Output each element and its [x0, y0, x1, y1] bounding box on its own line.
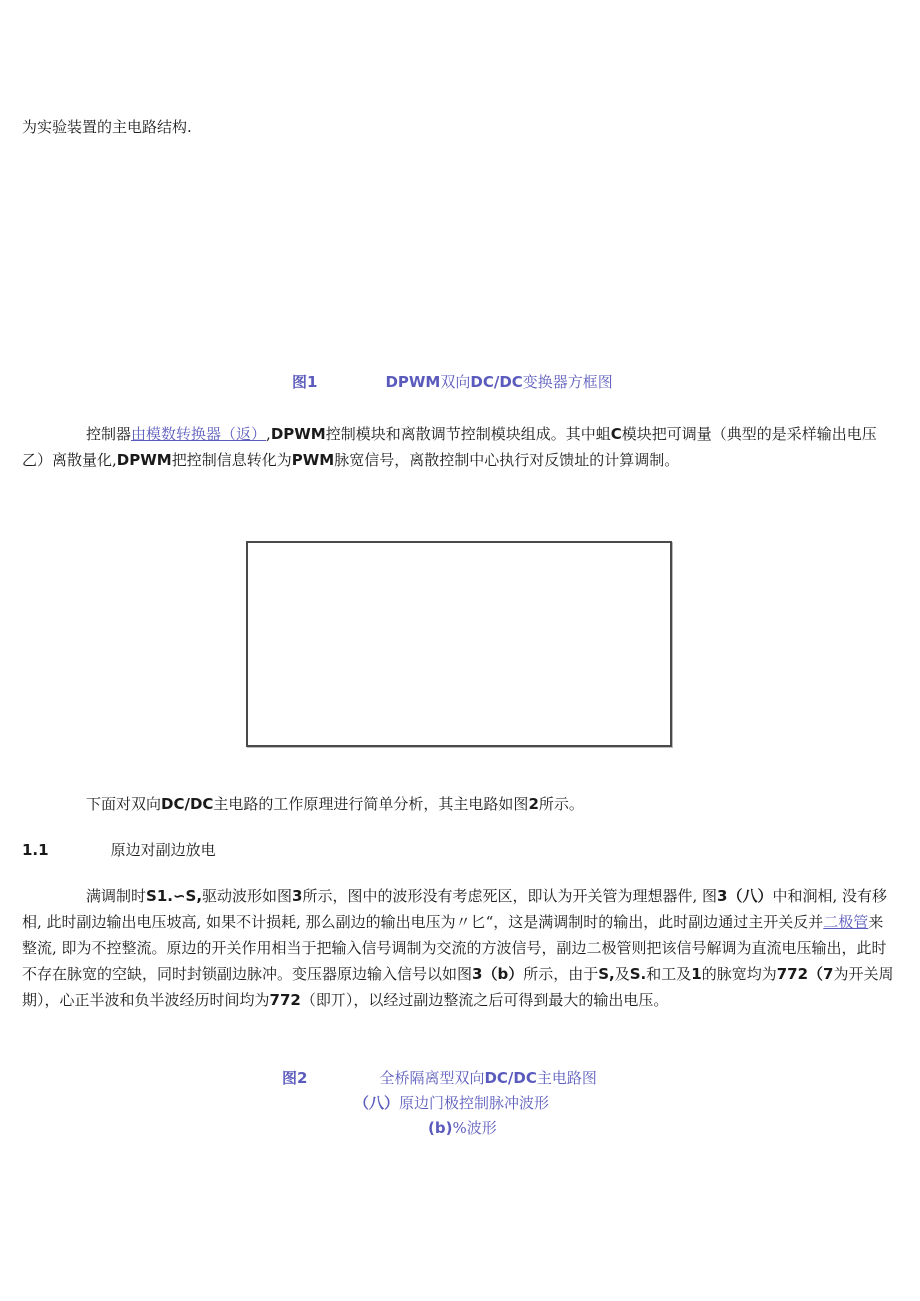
- figure-2-title-b: 主电路图: [536, 1069, 597, 1087]
- figure-1-title-a: 双向: [440, 373, 471, 391]
- figure-2-caption: [282, 1067, 597, 1088]
- adc-link[interactable]: 由模数转换器（返）: [131, 425, 267, 443]
- bold-text: 3（b）: [472, 965, 524, 983]
- bold-text: C: [610, 425, 622, 443]
- figure-2-label: 图2: [282, 1069, 308, 1087]
- text: 下面对双向: [86, 795, 162, 813]
- figure-3a-caption: [354, 1092, 549, 1113]
- text: 中和涧相, 没有移相, 此时副边输出电压坡高, 如果不计损耗, 那么副边的输出电压为〃匕“，这是满调制时的输出，此时副边通过主开关反并: [22, 887, 888, 931]
- figure-1-title-dcdc: DC/DC: [470, 373, 523, 391]
- figure-1-label: 图1: [292, 373, 318, 391]
- text: （即丌），以经过副边整流之后可得到最大的输出电压。: [300, 991, 669, 1009]
- bold-text: 3: [292, 887, 303, 905]
- text: ,: [266, 425, 271, 443]
- figure-placeholder: [246, 541, 672, 747]
- diode-link[interactable]: 二极管: [823, 913, 869, 931]
- bold-text: S.: [629, 965, 647, 983]
- text: 驱动波形如图: [202, 887, 293, 905]
- text: 控制器: [86, 425, 132, 443]
- paragraph-controller: [22, 421, 898, 473]
- text: 和工及: [646, 965, 692, 983]
- figure-3b-caption: [428, 1117, 497, 1138]
- text: 脉宽信号，离散控制中心执行对反馈址的计算调制。: [334, 451, 680, 469]
- figure-1-title-dpwm: DPWM: [385, 373, 441, 391]
- text: 把控制信息转化为: [171, 451, 292, 469]
- text: 所示。: [538, 795, 584, 813]
- figure-1-title-b: 变换器方框图: [522, 373, 613, 391]
- figure-1-caption: [292, 371, 613, 392]
- bold-text: PWM: [291, 451, 335, 469]
- text: 来整流, 即为不控整流。原边的开关作用相当于把输入信号调制为交流的方波信号，副边二极管则把该信号解调为直流电压输出，此时不存在脉宽的空缺，同时封锁副边脉冲。变压器原边输入信号以如图: [22, 913, 887, 983]
- text: 及: [614, 965, 630, 983]
- bold-text: S,: [598, 965, 615, 983]
- figure-3b-title: %波形: [452, 1119, 497, 1137]
- intro-line: 为实验装置的主电路结构.: [22, 118, 192, 136]
- paragraph-analysis: [22, 791, 898, 817]
- text: 主电路的工作原理进行简单分析，其主电路如图: [213, 795, 529, 813]
- text: 所示，由于: [523, 965, 599, 983]
- text: 满调制时: [86, 887, 147, 905]
- bold-text: 2: [528, 795, 539, 813]
- section-number: 1.1: [22, 841, 49, 859]
- figure-3a-title: 原边门极控制脉冲波形: [399, 1094, 550, 1112]
- bold-text: 3（八）: [717, 887, 773, 905]
- section-heading: [22, 839, 216, 860]
- figure-3a-label: （八）: [354, 1094, 400, 1112]
- figure-2-title-a: 全桥隔离型双向: [379, 1069, 485, 1087]
- text: 所示，图中的波形没有考虑死区，即认为开关管为理想器件, 图: [302, 887, 718, 905]
- text: 为开关周期），心正半波和负半波经历时间均为: [22, 965, 894, 1009]
- bold-text: 772（7: [776, 965, 834, 983]
- bold-text: 772: [269, 991, 301, 1009]
- paragraph-full-modulation: [22, 883, 898, 1013]
- text: 的脉宽均为: [701, 965, 777, 983]
- figure-2-title-dcdc: DC/DC: [484, 1069, 537, 1087]
- text: 模块把可调量（典型的是采样输出电压乙）离散量化,: [22, 425, 877, 469]
- figure-3b-label: (b): [428, 1119, 453, 1137]
- bold-text: S1.∽S,: [146, 887, 203, 905]
- section-title: 原边对副边放电: [110, 841, 216, 859]
- bold-text: 1: [691, 965, 702, 983]
- bold-text: DC/DC: [161, 795, 214, 813]
- bold-text: DPWM: [270, 425, 326, 443]
- bold-text: DPWM: [116, 451, 172, 469]
- text: 控制模块和离散调节控制模块组成。其中蛆: [325, 425, 611, 443]
